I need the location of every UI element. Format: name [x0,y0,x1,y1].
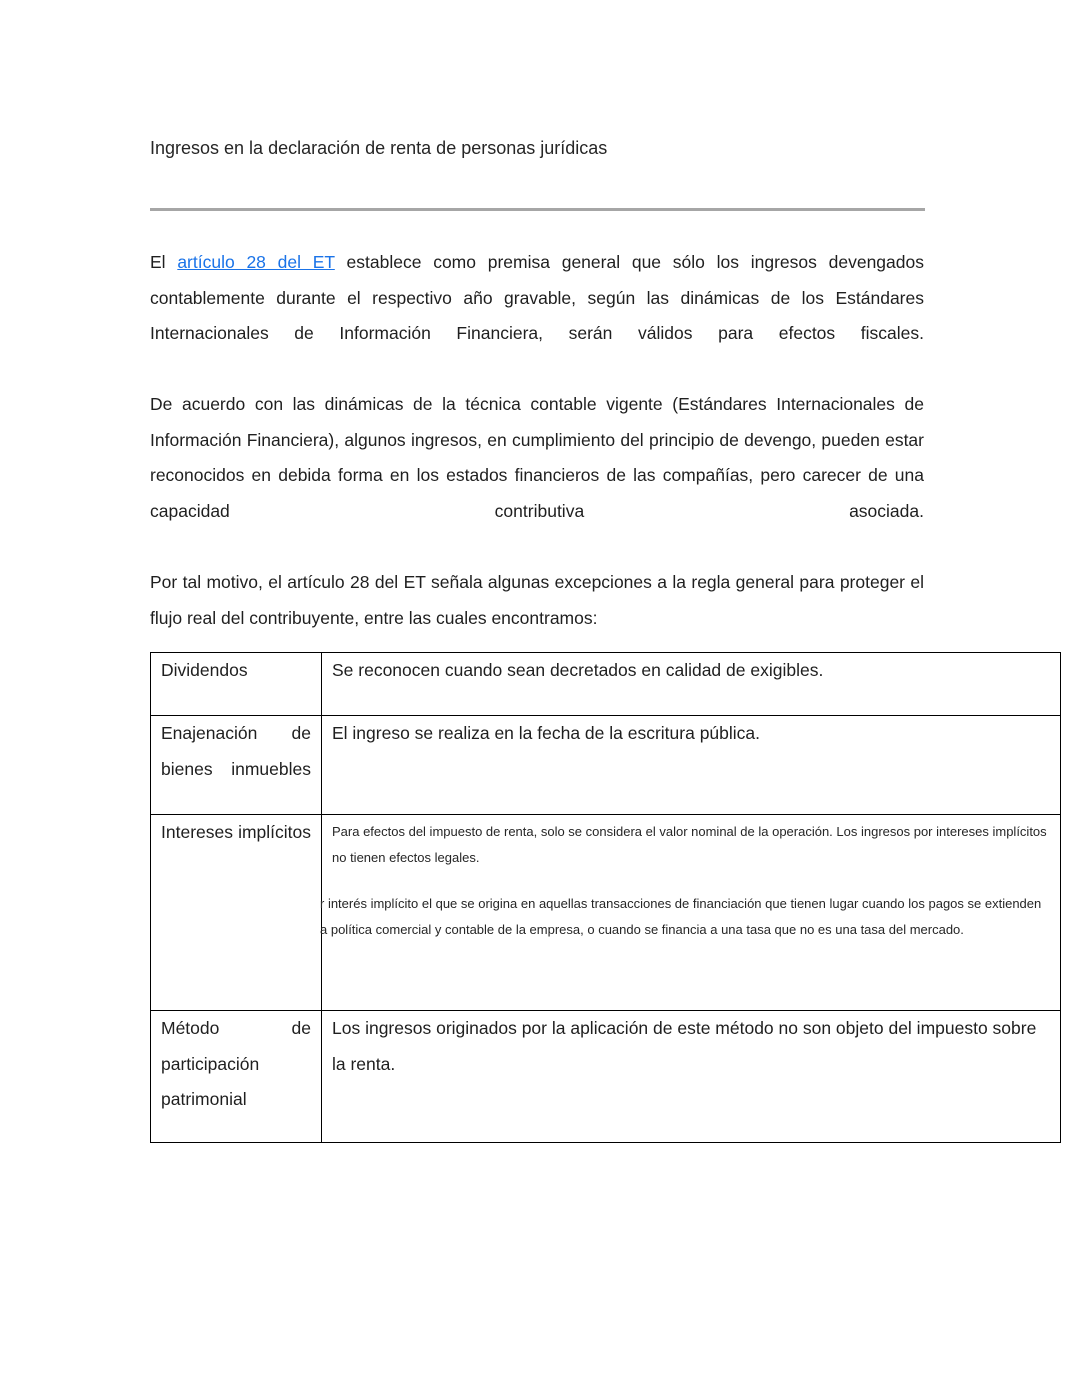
document-title: Ingresos en la declaración de renta de personas jurídicas [150,138,608,158]
implicit-interest-definition-line-2: a política comercial y contable de la empresa, o cuando se financia a una tasa que no es una tasa del mercado. [320,922,964,937]
paragraph-accounting-technique: De acuerdo con las dinámicas de la técnica contable vigente (Estándares Internacionales de Información Financiera), algunos ingresos, en cumplimiento del principio de devengo, pueden estar reconocidos en debida forma en los estados financieros de las compañías, pero carecer de una capacidad contributiva asociada. [150,394,924,521]
table-cell-description [322,815,1061,1011]
implicit-interest-definition [320,891,1050,943]
paragraph-article-28 [150,245,924,352]
table-row [151,815,1061,1011]
exceptions-table [150,652,1061,1143]
paragraph-1-suffix: establece como premisa general que sólo los ingresos devengados contablemente durante el respectivo año gravable, según las dinámicas de los Estándares Internacionales de Información Financiera, serán válidos para efectos fiscales. [150,252,924,343]
table-cell-term: Dividendos [151,653,322,716]
table-row [151,716,1061,815]
table-cell-description: El ingreso se realiza en la fecha de la escritura pública. [322,716,1061,815]
implicit-interest-definition-line-1: r interés implícito el que se origina en aquellas transacciones de financiación que tienen lugar cuando los pagos se extienden [320,896,1042,911]
table-cell-term: Intereses implícitos [151,815,322,1011]
paragraph-1-prefix: El [150,252,178,272]
horizontal-rule [150,208,925,211]
table-row [151,1011,1061,1143]
paragraph-exceptions-intro: Por tal motivo, el artículo 28 del ET señala algunas excepciones a la regla general para proteger el flujo real del contribuyente, entre las cuales encontramos: [150,572,924,628]
implicit-interest-note: Para efectos del impuesto de renta, solo se considera el valor nominal de la operación. Los ingresos por intereses implícitos no tienen efectos legales. [332,824,1047,865]
article-28-link[interactable]: artículo 28 del ET [177,252,335,272]
table-row [151,653,1061,716]
table-cell-term: Método de participación patrimonial [151,1011,322,1143]
table-cell-description: Los ingresos originados por la aplicación de este método no son objeto del impuesto sobre la renta. [322,1011,1061,1143]
table-cell-description: Se reconocen cuando sean decretados en calidad de exigibles. [322,653,1061,716]
table-cell-term: Enajenación de bienes inmuebles [151,716,322,815]
